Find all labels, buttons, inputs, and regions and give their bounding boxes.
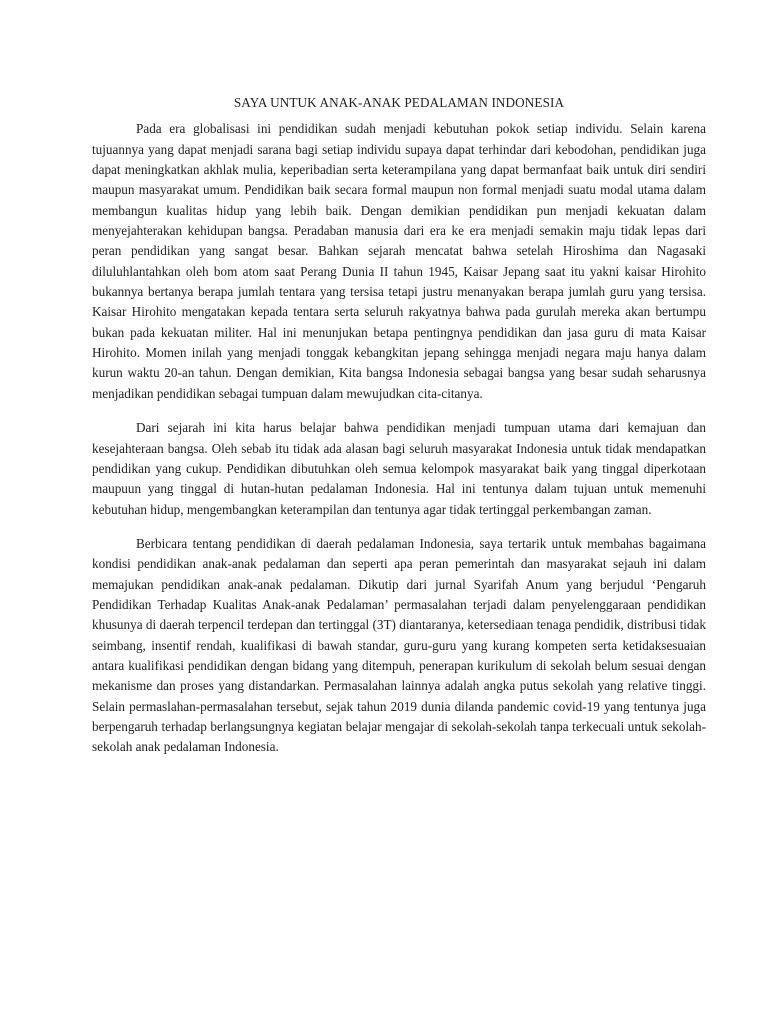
- paragraph-3: Berbicara tentang pendidikan di daerah pedalaman Indonesia, saya tertarik untuk membahas bagaimana kondisi pendidikan anak-anak pedalaman dan seperti apa peran pemerintah dan masyarakat sejauh ini dalam memajukan pendidikan anak-anak pedalaman. Dikutip dari jurnal Syarifah Anum yang berjudul ‘Pengaruh Pendidikan Terhadap Kualitas Anak-anak Pedalaman’ permasalahan terjadi dalam penyelenggaraan pendidikan khusunya di daerah terpencil terdepan dan tertinggal (3T) diantaranya, ketersediaan tenaga pendidik, distribusi tidak seimbang, insentif rendah, kualifikasi di bawah standar, guru-guru yang kurang kompeten serta ketidaksesuaian antara kualifikasi pendidikan dengan bidang yang ditempuh, penerapan kurikulum di sekolah belum sesuai dengan mekanisme dan proses yang distandarkan. Permasalahan lainnya adalah angka putus sekolah yang relative tinggi. Selain permaslahan-permasalahan tersebut, sejak tahun 2019 dunia dilanda pandemic covid-19 yang tentunya juga berpengaruh terhadap berlangsungnya kegiatan belajar mengajar di sekolah-sekolah tanpa terkecuali untuk sekolah-sekolah anak pedalaman Indonesia.: [92, 535, 706, 755]
- paragraph-2: Dari sejarah ini kita harus belajar bahwa pendidikan menjadi tumpuan utama dari kemajuan dan kesejahteraan bangsa. Oleh sebab itu tidak ada alasan bagi seluruh masyarakat Indonesia untuk tidak mendapatkan pendidikan yang cukup. Pendidikan dibutuhkan oleh semua kelompok masyarakat baik yang tinggal diperkotaan maupuun yang tinggal di hutan-hutan pedalaman Indonesia. Hal ini tentunya dalam tujuan untuk memenuhi kebutuhan hidup, mengembangkan keterampilan dan tentunya agar tidak tertinggal perkembangan zaman.: [92, 420, 706, 517]
- document-body: [92, 93, 706, 772]
- document-title: SAYA UNTUK ANAK-ANAK PEDALAMAN INDONESIA: [233, 95, 565, 110]
- paragraph-1: Pada era globalisasi ini pendidikan sudah menjadi kebutuhan pokok setiap individu. Selain karena tujuannya yang dapat menjadi sarana bagi setiap individu supaya dapat terhindar dari kebodohan, pendidikan juga dapat meningkatkan akhlak mulia, keperibadian serta keterampilana yang dapat bermanfaat baik untuk diri sendiri maupun masyarakat umum. Pendidikan baik secara formal maupun non formal menjadi suatu modal utama dalam membangun kualitas hidup yang lebih baik. Dengan demikian pendidikan pun menjadi kekuatan dalam menyejahterakan kehidupan bangsa. Peradaban manusia dari era ke era menjadi semakin maju tidak lepas dari peran pendidikan yang sangat besar. Bahkan sejarah mencatat bahwa setelah Hiroshima dan Nagasaki diluluhlantahkan oleh bom atom saat Perang Dunia II tahun 1945, Kaisar Jepang saat itu yakni kaisar Hirohito bukannya bertanya berapa jumlah tentara yang tersisa tetapi justru menanyakan berapa jumlah guru yang tersisa. Kaisar Hirohito mengatakan kepada tentara serta seluruh rakyatnya bahwa pada gurulah mereka akan bertumpu bukan pada kekuatan militer. Hal ini menunjukan betapa pentingnya pendidikan dan jasa guru di mata Kaisar Hirohito. Momen inilah yang menjadi tonggak kebangkitan jepang sehingga menjadi negara maju hanya dalam kurun waktu 20-an tahun. Dengan demikian, Kita bangsa Indonesia sebagai bangsa yang besar sudah seharusnya menjadikan pendidikan sebagai tumpuan dalam mewujudkan cita-citanya.: [92, 121, 706, 401]
